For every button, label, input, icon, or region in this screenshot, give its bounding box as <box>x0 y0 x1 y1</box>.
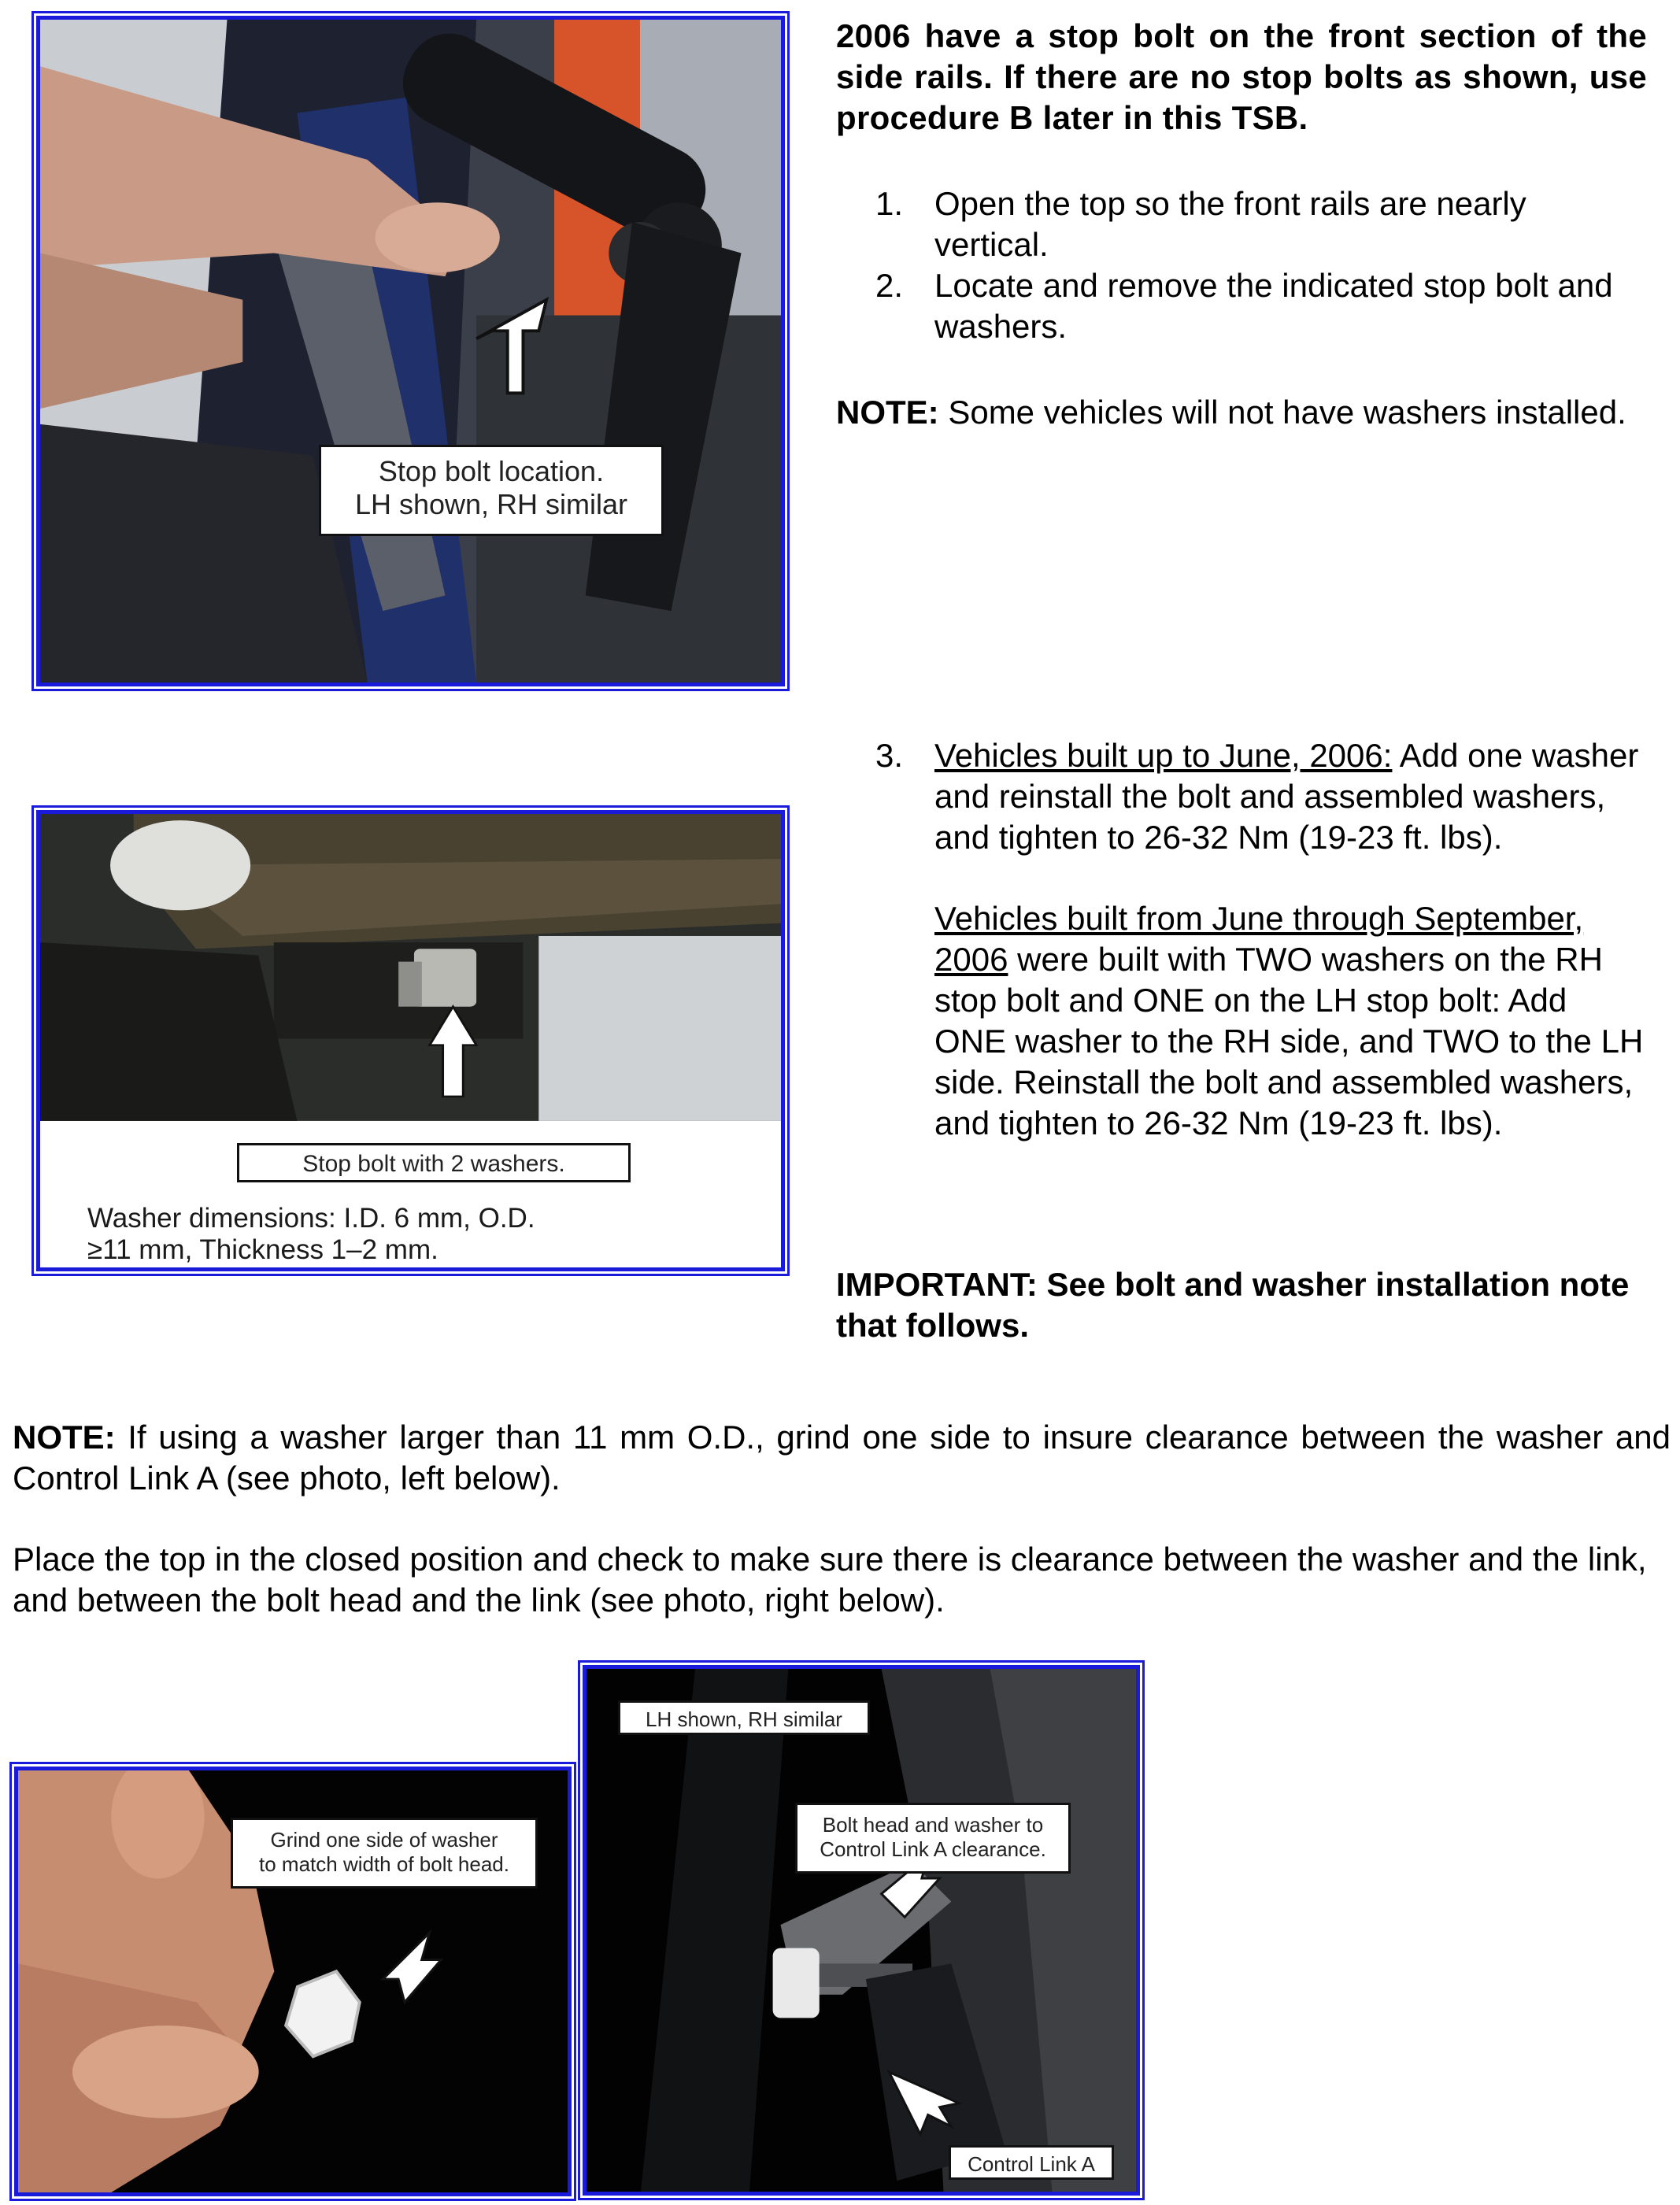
important-note: IMPORTANT: See bolt and washer installation note that follows. <box>836 1266 1630 1344</box>
photo2-caption-line1: Washer dimensions: I.D. 6 mm, O.D. <box>87 1203 535 1234</box>
photo4-callout-bottom: Control Link A <box>949 2145 1114 2180</box>
closing-paragraph: Place the top in the closed position and check to make sure there is clearance between the washer and the link, and between the bolt head and the link (see photo, right below). <box>13 1541 1647 1619</box>
step-number: 3. <box>875 737 904 774</box>
photo4-illustration <box>587 1669 1136 2192</box>
photo3-callout: Grind one side of washer to match width of bolt head. <box>231 1818 538 1889</box>
step-text: Open the top so the front rails are nearly vertical. <box>934 185 1526 263</box>
note-washers <box>836 392 1647 433</box>
step-item <box>836 183 1647 265</box>
photo1-illustration <box>40 20 781 683</box>
photo2-illustration <box>40 814 781 1190</box>
step-3 <box>836 735 1647 1144</box>
photo-clearance <box>583 1665 1140 2196</box>
step3-lead-underlined: Vehicles built up to June, 2006: <box>934 737 1393 774</box>
photo2-caption <box>87 1203 780 1266</box>
note-label: NOTE: <box>13 1419 116 1456</box>
photo4-callout-top: LH shown, RH similar <box>618 1700 870 1735</box>
photo2-callout: Stop bolt with 2 washers. <box>237 1143 631 1182</box>
photo-stop-bolt-location <box>36 16 785 686</box>
step-text: Locate and remove the indicated stop bolt and washers. <box>934 267 1613 345</box>
step3-lead-rest: Add one washer and reinstall the bolt and assembled washers, and tighten to 26-32 Nm (19-23 ft. lbs). <box>934 737 1639 856</box>
note-label: NOTE: <box>836 394 939 431</box>
photo1-callout: Stop bolt location. LH shown, RH similar <box>319 445 664 536</box>
note-text: If using a washer larger than 11 mm O.D., grind one side to insure clearance between the washer and Control Link A (see photo, left below). <box>13 1419 1671 1497</box>
note-text: Some vehicles will not have washers installed. <box>938 394 1626 431</box>
photo4-callout-mid: Bolt head and washer to Control Link A clearance. <box>795 1803 1071 1874</box>
photo-grind-washer <box>14 1767 572 2196</box>
step3-paragraph1 <box>934 735 1647 858</box>
step-number: 1. <box>875 185 904 222</box>
photo2-caption-line2: ≥11 mm, Thickness 1–2 mm. <box>87 1234 439 1265</box>
step3-paragraph2 <box>934 898 1647 1144</box>
photo-stop-bolt-washers <box>36 810 785 1271</box>
step3-para2-underlined: Vehicles built from June through September, 2006 <box>934 900 1584 978</box>
step3-para2-rest: were built with TWO washers on the RH stop bolt and ONE on the LH stop bolt: Add ONE washer to the RH side, and TWO to the LH side. Reinstall the bolt and assembled washers, and tighten to 26-32 Nm (19-23 ft. lbs). <box>934 941 1644 1141</box>
note-grind <box>13 1417 1671 1499</box>
removal-steps <box>836 183 1647 347</box>
intro-paragraph: 2006 have a stop bolt on the front section of the side rails. If there are no stop bolts as shown, use procedure B later in this TSB. <box>836 17 1647 136</box>
step-number: 2. <box>875 267 904 304</box>
step-item <box>836 265 1647 347</box>
